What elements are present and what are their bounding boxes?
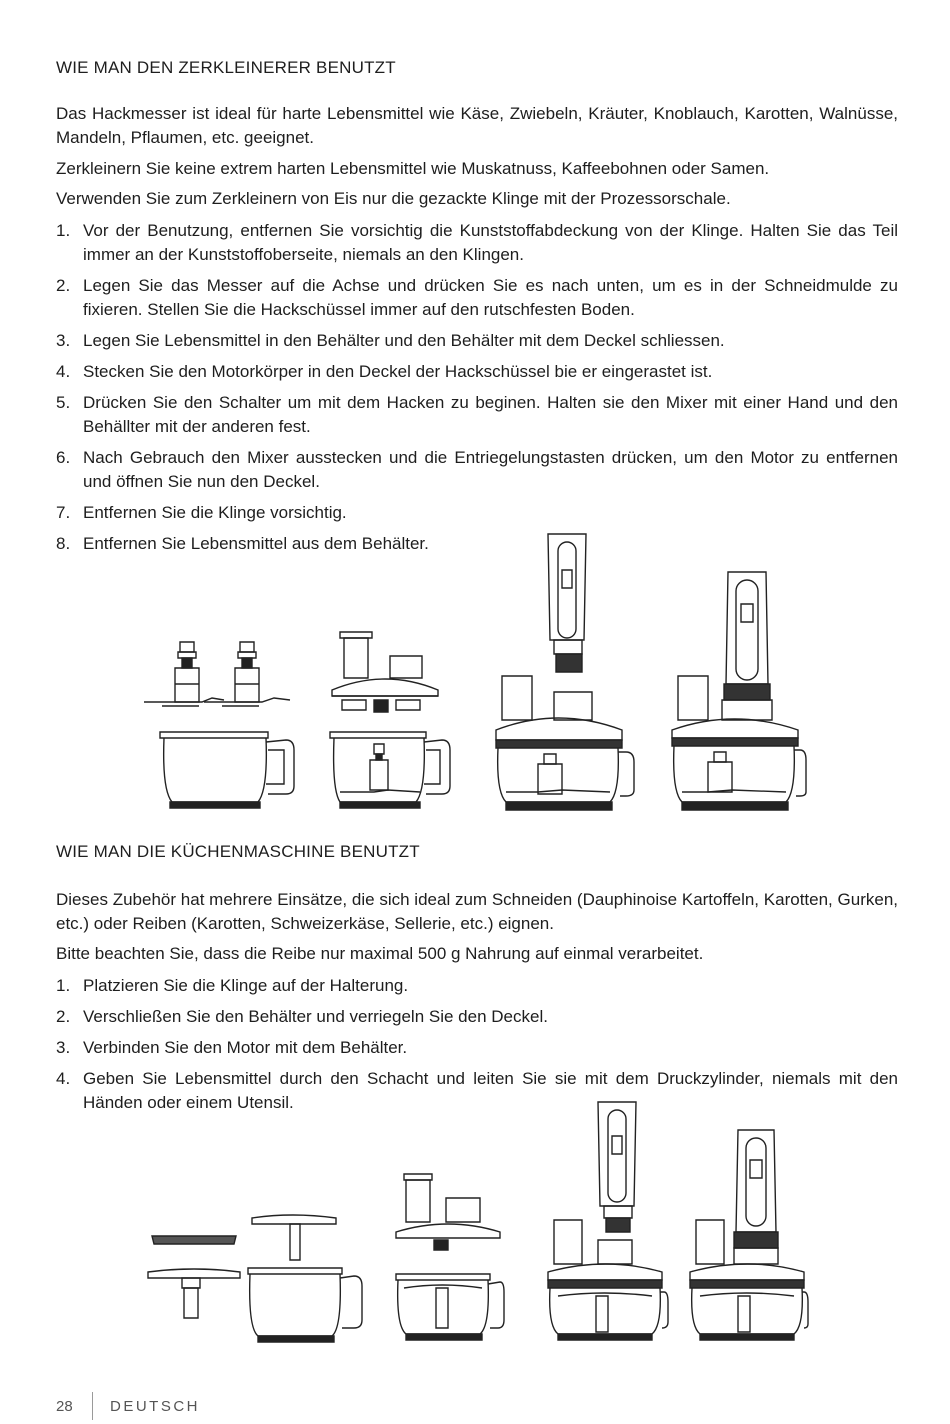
chopper-lid-illustration [330, 630, 440, 714]
list-item: 3. Legen Sie Lebensmittel in den Behälter und den Behälter mit dem Deckel schliessen. [56, 331, 725, 350]
food-processor-bowl-illustration [246, 1210, 366, 1344]
list-item: 6. Nach Gebrauch den Mixer ausstecken und die Entriegelungstasten drücken, um den Motor zu entfernen und öffnen Sie nun den Deckel. [56, 448, 898, 491]
section-heading-chopper: WIE MAN DEN ZERKLEINERER BENUTZT [56, 58, 396, 77]
paragraph-chopper-warning: Zerkleinern Sie keine extrem harten Lebensmittel wie Muskatnuss, Kaffeebohnen oder Samen. [56, 159, 770, 178]
chopper-bowl-with-blade-illustration [330, 730, 460, 810]
list-item: 2. Verschließen Sie den Behälter und verriegeln Sie den Deckel. [56, 1007, 548, 1026]
list-item: 1. Platzieren Sie die Klinge auf der Halterung. [56, 976, 409, 995]
paragraph-chopper-intro: Das Hackmesser ist ideal für harte Lebensmittel wie Käse, Zwiebeln, Kräuter, Knoblauch, Karotten, Walnüsse, Mandeln, Pflaumen, etc. geeignet. [56, 104, 898, 147]
chopper-blades-illustration [142, 638, 292, 713]
chopper-assembled-illustration [492, 530, 636, 812]
list-item: 2. Legen Sie das Messer auf die Achse und drücken Sie es nach unten, um es in der Schneidmulde zu fixieren. Stellen Sie die Hackschüssel immer auf den rutschfesten Boden. [56, 276, 898, 319]
section-heading-food-processor: WIE MAN DIE KÜCHENMASCHINE BENUTZT [56, 842, 420, 861]
list-item: 4. Stecken Sie den Motorkörper in den Deckel der Hackschüssel bie er eingerastet ist. [56, 362, 713, 381]
food-processor-motor-attached-illustration [688, 1128, 808, 1342]
list-item: 3. Verbinden Sie den Motor mit dem Behälter. [56, 1038, 408, 1057]
grating-disc-illustration [146, 1230, 242, 1320]
chopper-bowl-illustration [160, 730, 300, 810]
footer-language: DEUTSCH [110, 1398, 201, 1415]
paragraph-food-processor-note: Bitte beachten Sie, dass die Reibe nur maximal 500 g Nahrung auf einmal verarbeitet. [56, 944, 704, 963]
paragraph-food-processor-intro: Dieses Zubehör hat mehrere Einsätze, die sich ideal zum Schneiden (Dauphinoise Kartoffeln, Karotten, Gurken, etc.) oder Reiben (Karotten, Schweizerkäse, Sellerie, etc.) eignen. [56, 890, 898, 933]
food-processor-assembled-illustration [546, 1100, 668, 1342]
list-item: 1. Vor der Benutzung, entfernen Sie vorsichtig die Kunststoffabdeckung von der Klinge. Halten Sie das Teil immer an der Kunststoffoberseite, niemals an den Klingen. [56, 221, 898, 264]
page-number: 28 [56, 1398, 73, 1415]
list-item: 8. Entfernen Sie Lebensmittel aus dem Behälter. [56, 534, 429, 553]
list-item: 5. Drücken Sie den Schalter um mit dem Hacken zu beginen. Halten sie den Mixer mit einer Hand und den Behällter mit der anderen fest. [56, 393, 898, 436]
paragraph-chopper-ice: Verwenden Sie zum Zerkleinern von Eis nur die gezackte Klinge mit der Prozessorschale. [56, 189, 731, 208]
list-item: 4. Geben Sie Lebensmittel durch den Schacht und leiten Sie sie mit dem Druckzylinder, niemals mit den Händen oder einem Utensil. [56, 1069, 898, 1112]
list-item: 7. Entfernen Sie die Klinge vorsichtig. [56, 503, 347, 522]
footer-divider [92, 1392, 93, 1420]
food-processor-lid-illustration [394, 1170, 504, 1342]
chopper-motor-attached-illustration [668, 570, 808, 812]
